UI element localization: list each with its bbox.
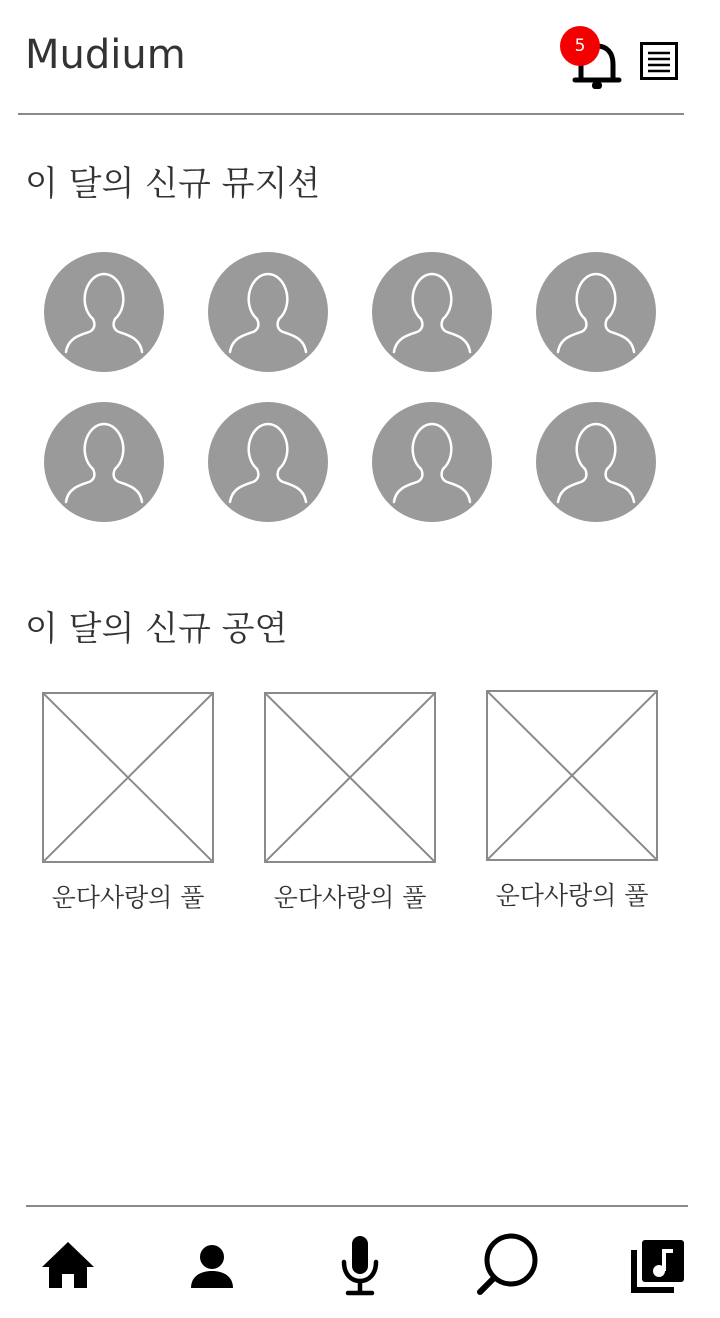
user-silhouette-icon <box>536 402 656 522</box>
performance-card[interactable] <box>264 692 436 915</box>
header-divider <box>18 113 684 115</box>
musician-avatar[interactable] <box>372 252 492 372</box>
performance-card[interactable] <box>486 690 658 913</box>
microphone-icon <box>325 1232 395 1302</box>
performance-card[interactable] <box>42 692 214 915</box>
new-performances-title: 이 달의 신규 공연 <box>25 609 288 649</box>
home-icon <box>34 1232 104 1302</box>
nav-music-library[interactable] <box>622 1232 692 1302</box>
image-placeholder-icon <box>42 692 214 863</box>
search-icon <box>474 1232 544 1302</box>
image-placeholder-icon <box>486 690 658 861</box>
user-silhouette-icon <box>372 402 492 522</box>
musician-avatar[interactable] <box>44 252 164 372</box>
image-placeholder-icon <box>264 692 436 863</box>
bottom-nav-divider <box>26 1205 688 1207</box>
new-musicians-title: 이 달의 신규 뮤지션 <box>25 164 321 204</box>
user-silhouette-icon <box>44 402 164 522</box>
user-silhouette-icon <box>372 252 492 372</box>
musician-avatar[interactable] <box>44 402 164 522</box>
app-title: Mudium <box>25 32 186 78</box>
performance-caption: 운다사랑의 풀 <box>51 883 205 912</box>
nav-search[interactable] <box>474 1232 544 1302</box>
performance-caption: 운다사랑의 풀 <box>273 883 427 912</box>
performance-caption: 운다사랑의 풀 <box>495 881 649 910</box>
nav-microphone[interactable] <box>325 1232 395 1302</box>
menu-list-icon <box>640 42 678 80</box>
user-silhouette-icon <box>536 252 656 372</box>
user-silhouette-icon <box>208 402 328 522</box>
musician-avatar[interactable] <box>536 402 656 522</box>
person-icon <box>177 1232 247 1302</box>
user-silhouette-icon <box>208 252 328 372</box>
menu-button[interactable] <box>640 42 678 80</box>
musician-avatar[interactable] <box>536 252 656 372</box>
nav-profile[interactable] <box>177 1232 247 1302</box>
musician-avatar[interactable] <box>208 402 328 522</box>
musician-avatar[interactable] <box>372 402 492 522</box>
user-silhouette-icon <box>44 252 164 372</box>
nav-home[interactable] <box>34 1232 104 1302</box>
notification-badge[interactable]: 5 <box>560 26 600 66</box>
music-library-icon <box>622 1232 692 1302</box>
musician-avatar[interactable] <box>208 252 328 372</box>
